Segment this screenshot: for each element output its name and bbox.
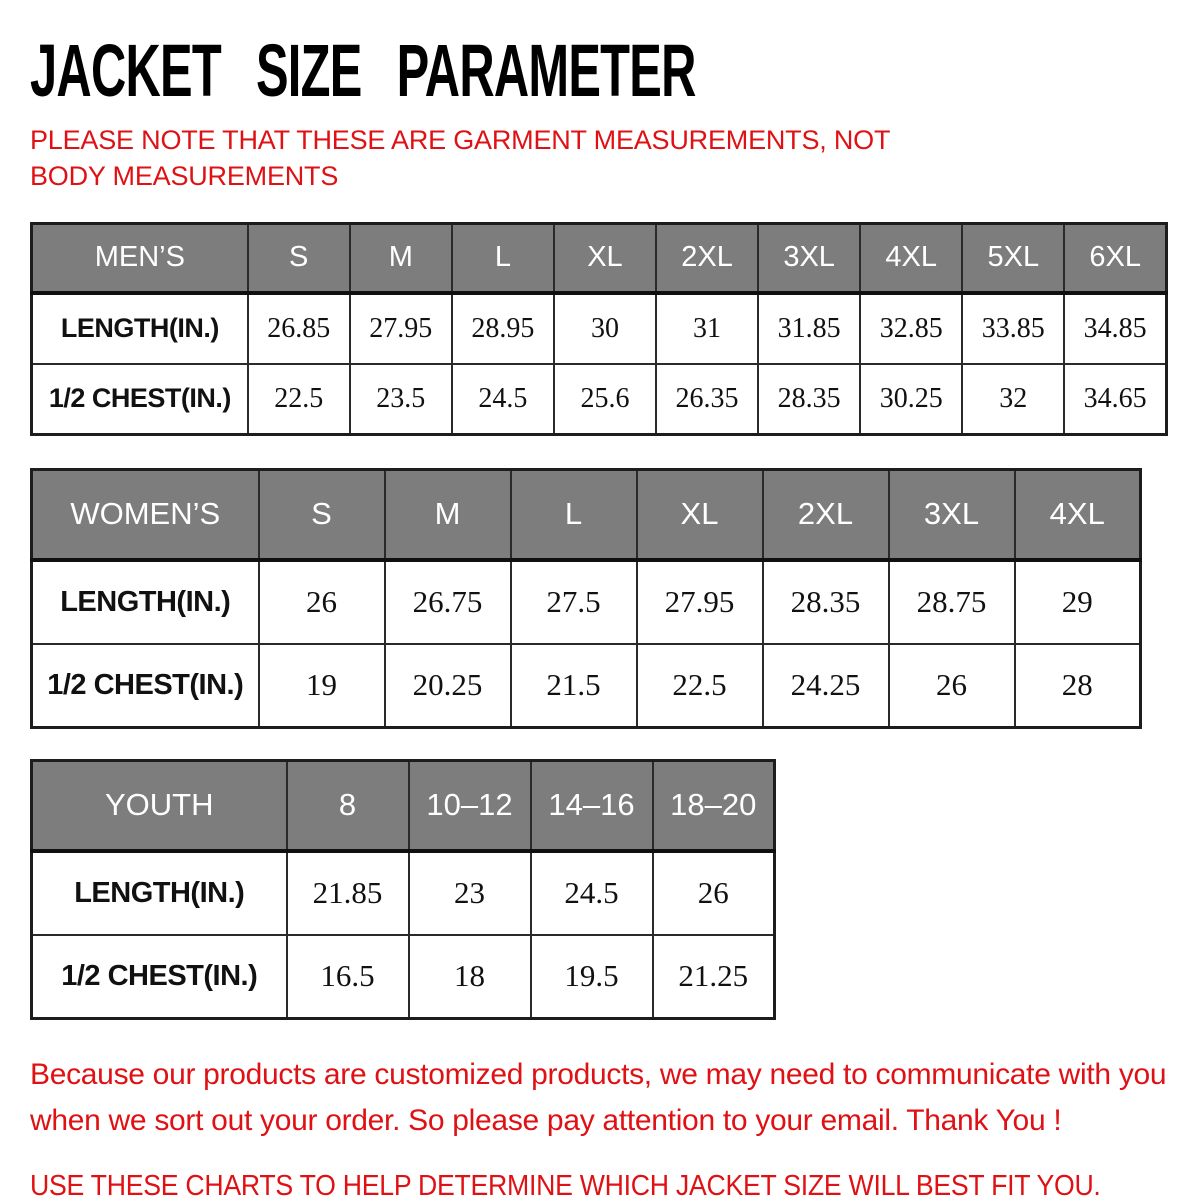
youth-size-table (30, 759, 776, 1020)
womens-length-row (32, 560, 1141, 644)
mens-chest-6xl: 34.65 (1064, 364, 1166, 435)
youth-size-header-18-20: 18–20 (653, 761, 775, 851)
youth-size-header-14-16: 14–16 (531, 761, 653, 851)
womens-length-xl: 27.95 (637, 560, 763, 644)
youth-length-row (32, 851, 775, 935)
mens-chest-row-label: 1/2 CHEST(IN.) (32, 364, 248, 435)
womens-length-3xl: 28.75 (889, 560, 1015, 644)
youth-length-14-16: 24.5 (531, 851, 653, 935)
womens-size-table (30, 468, 1142, 729)
womens-size-header-l: L (511, 470, 637, 560)
mens-length-6xl: 34.85 (1064, 293, 1166, 364)
mens-length-2xl: 31 (656, 293, 758, 364)
womens-header-row (32, 470, 1141, 560)
mens-length-3xl: 31.85 (758, 293, 860, 364)
youth-header-row (32, 761, 775, 851)
mens-length-row-label: LENGTH(IN.) (32, 293, 248, 364)
youth-chest-10-12: 18 (409, 935, 531, 1019)
womens-size-header-m: M (385, 470, 511, 560)
youth-size-header-10-12: 10–12 (409, 761, 531, 851)
youth-table-title: YOUTH (32, 761, 287, 851)
womens-length-m: 26.75 (385, 560, 511, 644)
mens-length-m: 27.95 (350, 293, 452, 364)
womens-chest-4xl: 28 (1015, 644, 1141, 728)
youth-chest-14-16: 19.5 (531, 935, 653, 1019)
womens-size-header-3xl: 3XL (889, 470, 1015, 560)
mens-length-l: 28.95 (452, 293, 554, 364)
youth-chest-row (32, 935, 775, 1019)
mens-length-5xl: 33.85 (962, 293, 1064, 364)
womens-size-header-4xl: 4XL (1015, 470, 1141, 560)
womens-length-2xl: 28.35 (763, 560, 889, 644)
garment-measurement-note: PLEASE NOTE THAT THESE ARE GARMENT MEASUREMENTS, NOT BODY MEASUREMENTS (30, 125, 890, 191)
womens-chest-row-label: 1/2 CHEST(IN.) (32, 644, 259, 728)
womens-chest-xl: 22.5 (637, 644, 763, 728)
youth-length-row-label: LENGTH(IN.) (32, 851, 287, 935)
mens-chest-row (32, 364, 1167, 435)
mens-length-s: 26.85 (248, 293, 350, 364)
youth-size-header-8: 8 (287, 761, 409, 851)
customization-notice: Because our products are customized products, we may need to communicate with you when we sort out your order. So please pay attention to your email. Thank You ! (30, 1058, 1167, 1137)
youth-chest-row-label: 1/2 CHEST(IN.) (32, 935, 287, 1019)
mens-table-title: MEN’S (32, 224, 248, 293)
mens-chest-2xl: 26.35 (656, 364, 758, 435)
mens-chest-5xl: 32 (962, 364, 1064, 435)
womens-length-l: 27.5 (511, 560, 637, 644)
mens-size-header-4xl: 4XL (860, 224, 962, 293)
mens-size-header-2xl: 2XL (656, 224, 758, 293)
mens-length-row (32, 293, 1167, 364)
womens-chest-3xl: 26 (889, 644, 1015, 728)
mens-chest-3xl: 28.35 (758, 364, 860, 435)
womens-length-s: 26 (259, 560, 385, 644)
mens-length-4xl: 32.85 (860, 293, 962, 364)
youth-length-10-12: 23 (409, 851, 531, 935)
mens-chest-l: 24.5 (452, 364, 554, 435)
womens-chest-s: 19 (259, 644, 385, 728)
womens-size-header-s: S (259, 470, 385, 560)
womens-table-title: WOMEN’S (32, 470, 259, 560)
youth-chest-8: 16.5 (287, 935, 409, 1019)
mens-size-header-6xl: 6XL (1064, 224, 1166, 293)
mens-size-header-5xl: 5XL (962, 224, 1064, 293)
mens-size-header-l: L (452, 224, 554, 293)
mens-chest-s: 22.5 (248, 364, 350, 435)
womens-chest-l: 21.5 (511, 644, 637, 728)
womens-size-header-xl: XL (637, 470, 763, 560)
mens-chest-4xl: 30.25 (860, 364, 962, 435)
mens-size-header-3xl: 3XL (758, 224, 860, 293)
youth-length-8: 21.85 (287, 851, 409, 935)
mens-chest-m: 23.5 (350, 364, 452, 435)
womens-size-header-2xl: 2XL (763, 470, 889, 560)
mens-chest-xl: 25.6 (554, 364, 656, 435)
mens-size-header-s: S (248, 224, 350, 293)
mens-header-row (32, 224, 1167, 293)
page-title: JACKET SIZE PARAMETER (30, 28, 696, 112)
mens-size-table (30, 222, 1168, 436)
chart-usage-notice: USE THESE CHARTS TO HELP DETERMINE WHICH JACKET SIZE WILL BEST FIT YOU. (30, 1170, 1101, 1202)
womens-chest-2xl: 24.25 (763, 644, 889, 728)
mens-length-xl: 30 (554, 293, 656, 364)
mens-size-header-m: M (350, 224, 452, 293)
womens-chest-row (32, 644, 1141, 728)
womens-chest-m: 20.25 (385, 644, 511, 728)
youth-chest-18-20: 21.25 (653, 935, 775, 1019)
mens-size-header-xl: XL (554, 224, 656, 293)
womens-length-4xl: 29 (1015, 560, 1141, 644)
youth-length-18-20: 26 (653, 851, 775, 935)
womens-length-row-label: LENGTH(IN.) (32, 560, 259, 644)
